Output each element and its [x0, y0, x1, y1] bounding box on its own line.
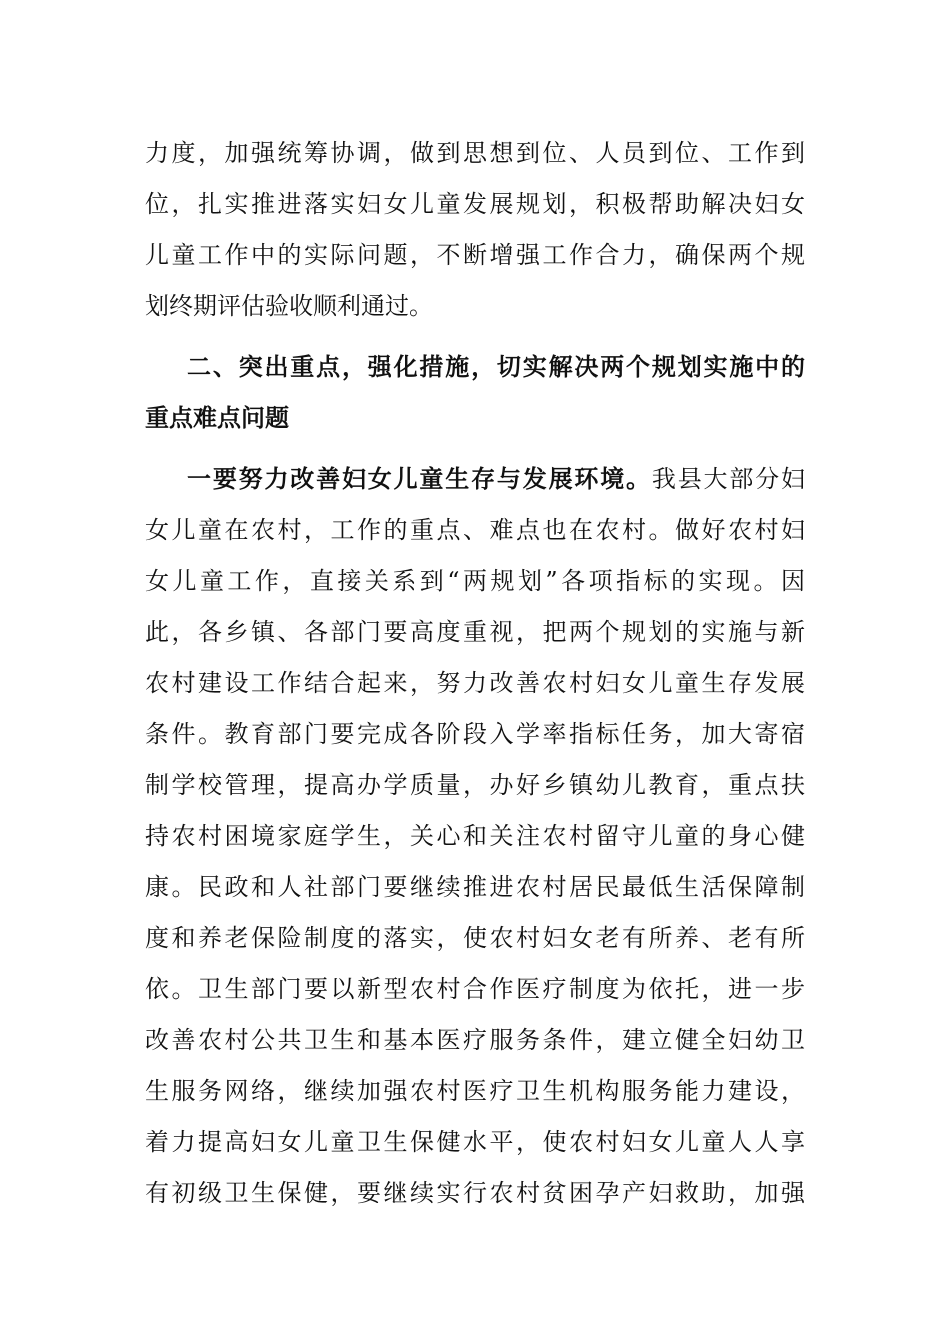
text-line: 力度，加强统筹协调，做到思想到位、人员到位、工作到	[145, 139, 805, 167]
paragraph-gap	[145, 332, 805, 342]
lead-bold-text: 一要努力改善妇女儿童生存与发展环境。	[187, 465, 652, 493]
text-line: 女儿童工作，直接关系到“两规划”各项指标的实现。因	[145, 567, 805, 595]
text-line: 改善农村公共卫生和基本医疗服务条件，建立健全妇幼卫	[145, 1026, 805, 1054]
text-line: 康。民政和人社部门要继续推进农村居民最低生活保障制	[145, 873, 805, 901]
text-line: 划终期评估验收顺利通过。	[145, 292, 433, 320]
paragraph-gap	[145, 444, 805, 454]
heading-line: 重点难点问题	[145, 404, 289, 432]
paragraph-2	[145, 454, 805, 1219]
text-line: 有初级卫生保健，要继续实行农村贫困孕产妇救助，加强	[145, 1179, 805, 1207]
text-line: 依。卫生部门要以新型农村合作医疗制度为依托，进一步	[145, 975, 805, 1003]
paragraph-1	[145, 128, 805, 332]
first-line-rest: 我县大部分妇	[651, 465, 805, 493]
text-line: 度和养老保险制度的落实，使农村妇女老有所养、老有所	[145, 924, 805, 952]
text-line: 着力提高妇女儿童卫生保健水平，使农村妇女儿童人人享	[145, 1128, 805, 1156]
text-line: 此，各乡镇、各部门要高度重视，把两个规划的实施与新	[145, 618, 805, 646]
document-body	[145, 128, 805, 1219]
text-line: 制学校管理，提高办学质量，办好乡镇幼儿教育，重点扶	[145, 771, 805, 799]
text-line-first	[145, 454, 805, 505]
text-line: 女儿童在农村，工作的重点、难点也在农村。做好农村妇	[145, 516, 805, 544]
text-line: 儿童工作中的实际问题，不断增强工作合力，确保两个规	[145, 241, 805, 269]
text-line: 农村建设工作结合起来，努力改善农村妇女儿童生存发展	[145, 669, 805, 697]
heading-line: 二、突出重点，强化措施，切实解决两个规划实施中的	[187, 353, 805, 381]
text-line: 持农村困境家庭学生，关心和关注农村留守儿童的身心健	[145, 822, 805, 850]
text-line: 位，扎实推进落实妇女儿童发展规划，积极帮助解决妇女	[145, 190, 805, 218]
text-line: 生服务网络，继续加强农村医疗卫生机构服务能力建设，	[145, 1077, 805, 1105]
section-heading-2	[145, 342, 805, 444]
text-line: 条件。教育部门要完成各阶段入学率指标任务，加大寄宿	[145, 720, 805, 748]
